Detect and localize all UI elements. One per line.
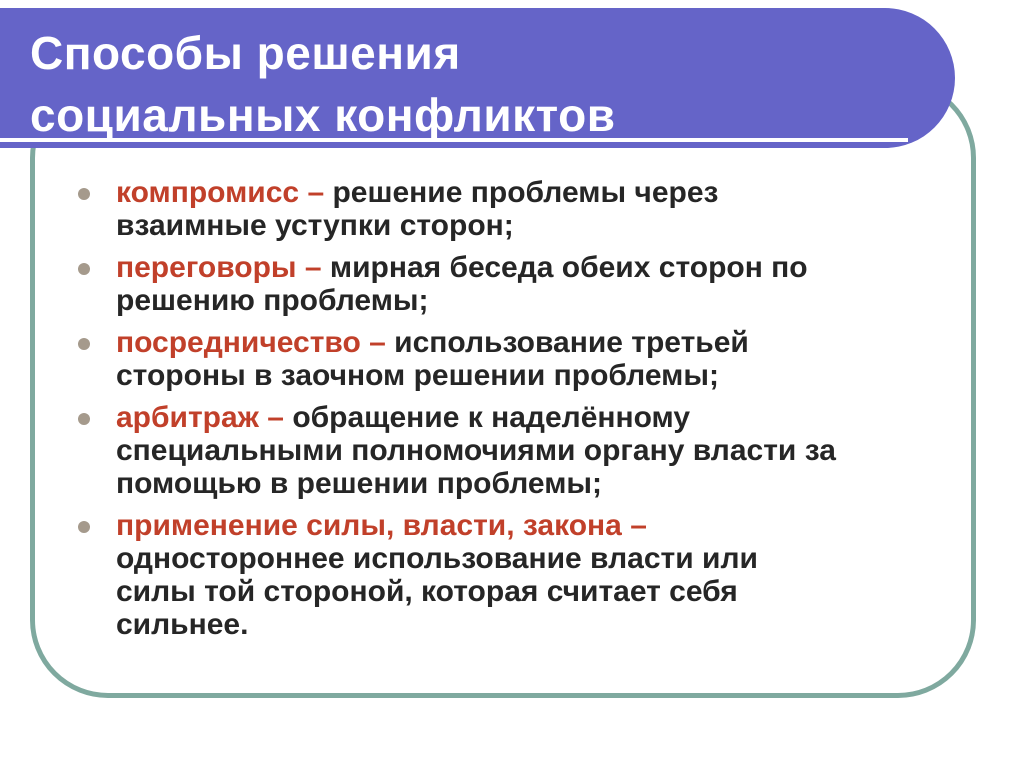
definition-text: использование третьей (385, 326, 749, 359)
definition-text: мирная беседа обеих сторон по (321, 251, 808, 284)
term-compromise: компромисс – (116, 176, 325, 209)
bullet-dot-icon (78, 413, 90, 425)
definition-text: специальными полномочиями органу власти за (116, 434, 836, 467)
definition-text: решение проблемы через (324, 176, 719, 209)
definition-text: решению проблемы; (116, 284, 429, 317)
bullet-dot-icon (78, 521, 90, 533)
list-item-negotiations (78, 251, 958, 317)
definition-text: взаимные уступки сторон; (116, 209, 514, 242)
bullet-dot-icon (78, 263, 90, 275)
definition-text: обращение к наделённому (283, 401, 691, 434)
slide-title (30, 22, 615, 146)
definition-text: стороны в заочном решении проблемы; (116, 359, 719, 392)
definition-text: сильнее. (116, 608, 249, 641)
title-line-1: Способы решения (30, 27, 461, 79)
term-mediation: посредничество – (116, 326, 386, 359)
list-item-mediation (78, 326, 958, 392)
term-negotiations: переговоры – (116, 251, 322, 284)
methods-list (78, 176, 958, 650)
definition-text: помощью в решении проблемы; (116, 467, 603, 500)
definition-text: силы той стороной, которая считает себя (116, 575, 738, 608)
title-line-2: социальных конфликтов (30, 89, 616, 141)
list-item-compromise (78, 176, 958, 242)
term-force: применение силы, власти, закона – (116, 509, 647, 542)
list-item-arbitration (78, 401, 958, 500)
term-arbitration: арбитраж – (116, 401, 284, 434)
title-banner (0, 8, 955, 148)
list-item-force (78, 509, 958, 641)
bullet-dot-icon (78, 338, 90, 350)
definition-text: одностороннее использование власти или (116, 542, 758, 575)
bullet-dot-icon (78, 188, 90, 200)
